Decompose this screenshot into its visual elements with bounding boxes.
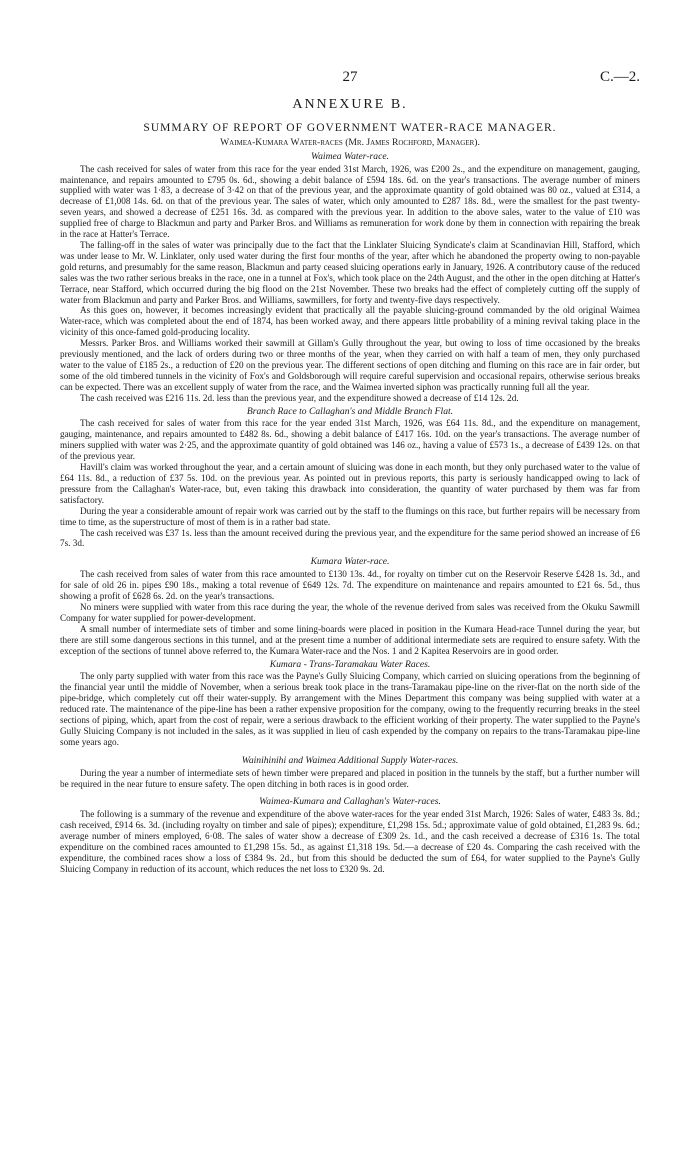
paragraph: The following is a summary of the revenue and expenditure of the above water-races for the year ended 31st March, 1926: Sales of water, £483 3s. 8d.; cash received, £914 6s. 3d. (including royalty on timber and sale of pipes); expenditure, £1,298 15s. 5d.; approximate value of gold obtained, £1,283 9s. 6d.; average number of miners employed, 6·08. The sales of water show a decrease of £309 2s. 1d., and the cash received a decrease of £316 1s. The total expenditure on the combined races amounted to £1,298 15s. 5d., as against £1,318 19s. 5d.—a decrease of £20 4s. Comparing the cash received with the expenditure, the combined races show a loss of £384 9s. 2d., but from this should be deducted the sum of £64, for water supplied to the Payne's Gully Sluicing Company in reduction of its account, which reduces the net loss to £320 9s. 2d.	[60, 809, 640, 874]
page-header	[60, 69, 640, 94]
section-title: Kumara Water-race.	[310, 556, 390, 568]
section-title: Wainihinihi and Waimea Additional Supply Water-races.	[241, 754, 459, 766]
document-reference: C.—2.	[599, 69, 640, 85]
paragraph: The cash received from sales of water from this race amounted to £130 13s. 4d., for royalty on timber cut on the Reservoir Reserve £428 1s. 3d., and for sale of old 26 in. pipes £90 18s., making a total revenue of £649 12s. 7d. The expenditure on maintenance and repairs amounted to £21 6s. 5d., thus showing a profit of £628 6s. 2d. on the year's transactions.	[60, 569, 640, 602]
paragraph: During the year a number of intermediate sets of hewn timber were prepared and placed in position in the tunnels by the staff, but a further number will be required in the near future to ensure safety. The open ditching in both races is in good order.	[60, 767, 640, 789]
paragraph: No miners were supplied with water from this race during the year, the whole of the revenue derived from sales was received from the Okuku Sawmill Company for water supplied for power-development.	[60, 601, 640, 623]
report-title: SUMMARY OF REPORT OF GOVERNMENT WATER-RACE MANAGER.	[143, 121, 557, 134]
section-wainihinihi	[60, 756, 640, 790]
paragraph: A small number of intermediate sets of timber and some lining-boards were placed in position in the Kumara Head-race Tunnel during the year, but there are still some dangerous sections in this tunnel, and at the present time a number of additional intermediate sets are required to ensure safety. With the exception of the sections of tunnel above referred to, the Kumara Water-race and the Nos. 1 and 2 Kapitea Reservoirs are in good order.	[60, 623, 640, 656]
paragraph: Messrs. Parker Bros. and Williams worked their sawmill at Gillam's Gully throughout the year, but owing to loss of time occasioned by the breaks previously mentioned, and the lack of orders during two or three months of the year, when they carried on with half a team of men, they only purchased water to the value of £185 2s., a reduction of £20 on the previous year. The different sections of open ditching and fluming on this race are in fair order, but some of the old timbered tunnels in the vicinity of Fox's and Goldsborough will require careful supervision and occasional repairs, otherwise serious breaks can be expected. There was an excellent supply of water from the race, and the Waimea inverted siphon was practically running full all the year.	[60, 338, 640, 392]
section-title: Waimea Water-race.	[311, 150, 389, 162]
paragraph: The falling-off in the sales of water was principally due to the fact that the Linklater Sluicing Syndicate's claim at Scandinavian Hill, Stafford, which was under lease to Mr. W. Linklater, only used water during the first four months of the year, after which he abandoned the property owing to non-payable gold returns, and presumably for the same reason, Blackmun and party ceased sluicing operations early in January, 1926. A contributory cause of the reduced sales was the two rather serious breaks in the race, one in a tunnel at Fox's, which took place on the 24th August, and the other in the open ditching at Hatter's Terrace, near Stafford, which occurred during the big flood on the 21st November. These two breaks had the effect of completely cutting off the supply of water from Blackmun and party and Parker Bros. and Williams, sawmillers, for forty and twenty-five days respectively.	[60, 239, 640, 305]
section-title: Waimea-Kumara and Callaghan's Water-races.	[259, 796, 441, 808]
page-number: 27	[342, 69, 358, 85]
section-branch-race	[60, 407, 640, 550]
paragraph: The cash received for sales of water from this race for the year ended 31st March, 1926, was £64 11s. 8d., and the expenditure on management, gauging, maintenance, and repairs amounted to £482 8s. 6d., showing a debit balance of £417 16s. 10d. on the year's transactions. The average number of miners supplied with water was 2·25, and the approximate quantity of gold obtained was 146 oz., having a value of £573 1s., a decrease of £439 12s. on that of the previous year.	[60, 418, 640, 462]
section-title: Kumara - Trans-Taramakau Water Races.	[269, 658, 431, 670]
paragraph: Havill's claim was worked throughout the year, and a certain amount of sluicing was done in each month, but they only purchased water to the value of £64 11s. 8d., a reduction of £37 5s. 10d. on the previous year. As pointed out in previous reports, this party is seriously handicapped owing to lack of pressure from the Callaghan's Water-race, but, even taking this drawback into consideration, the quantity of water purchased by them was far from satisfactory.	[60, 462, 640, 505]
section-waimea	[60, 152, 640, 404]
subheading: Waimea-Kumara Water-races (Mr. James Rochford, Manager).	[220, 136, 480, 148]
paragraph: The only party supplied with water from this race was the Payne's Gully Sluicing Company, which carried on sluicing operations from the beginning of the financial year until the middle of November, when a serious break took place in the trans-Taramakau pipe-line on the river-flat on the north side of the pipe-bridge, which completely cut off their water-supply. By arrangement with the Mines Department this company was being supplied with water at a reduced rate. The maintenance of the pipe-line has been a rather expensive proposition for the company, owing to the frequently recurring breaks in the steel sections of piping, which, apart from the cost of repair, were a serious drawback to the efficient working of their property. The water supplied to the Payne's Gully Sluicing Company is not included in the sales, as it was supplied in lieu of cash expended by the company on repairs to the trans-Taramakau pipe-line some years ago.	[60, 671, 640, 747]
section-summary	[60, 797, 640, 874]
paragraph: During the year a considerable amount of repair work was carried out by the staff to the flumings on this race, but further repairs will be necessary from time to time, as the superstructure of most of them is in a rather bad state.	[60, 505, 640, 527]
annexure-title: ANNEXURE B.	[292, 97, 408, 112]
paragraph: The cash received was £37 1s. less than the amount received during the previous year, and the expenditure for the same period showed an increase of £6 7s. 3d.	[60, 527, 640, 549]
section-title: Branch Race to Callaghan's and Middle Branch Flat.	[246, 405, 454, 417]
paragraph: The cash received was £216 11s. 2d. less than the previous year, and the expenditure showed a decrease of £14 12s. 2d.	[80, 392, 519, 403]
paragraph: The cash received for sales of water from this race for the year ended 31st March, 1926, was £200 2s., and the expenditure on management, gauging, maintenance, and repairs amounted to £795 0s. 6d., showing a debit balance of £594 18s. 6d. on the year's transactions. The average number of miners supplied with water was 1·83, a decrease of 3·42 on that of the previous year, and the approximate quantity of gold obtained was 80 oz., valued at £314, a decrease of £1,008 14s. 6d. on that of the previous year. The sales of water, which only amounted to £287 18s. 8d., were the smallest for the past twenty-seven years, and showed a decrease of £251 16s. 3d. as compared with the previous year. In addition to the above sales, water to the value of £10 was supplied free of charge to Blackmun and party and Parker Bros. and Williams as remuneration for work done by them in connection with repairing the break in the race at Hatter's Terrace.	[60, 163, 640, 240]
section-trans-taramakau	[60, 660, 640, 748]
section-kumara	[60, 557, 640, 656]
paragraph: As this goes on, however, it becomes increasingly evident that practically all the payable sluicing-ground commanded by the old original Waimea Water-race, which was completed about the end of 1874, has been worked away, and there appears little probability of a mining revival taking place in the vicinity of this once-famed gold-producing locality.	[60, 305, 640, 338]
